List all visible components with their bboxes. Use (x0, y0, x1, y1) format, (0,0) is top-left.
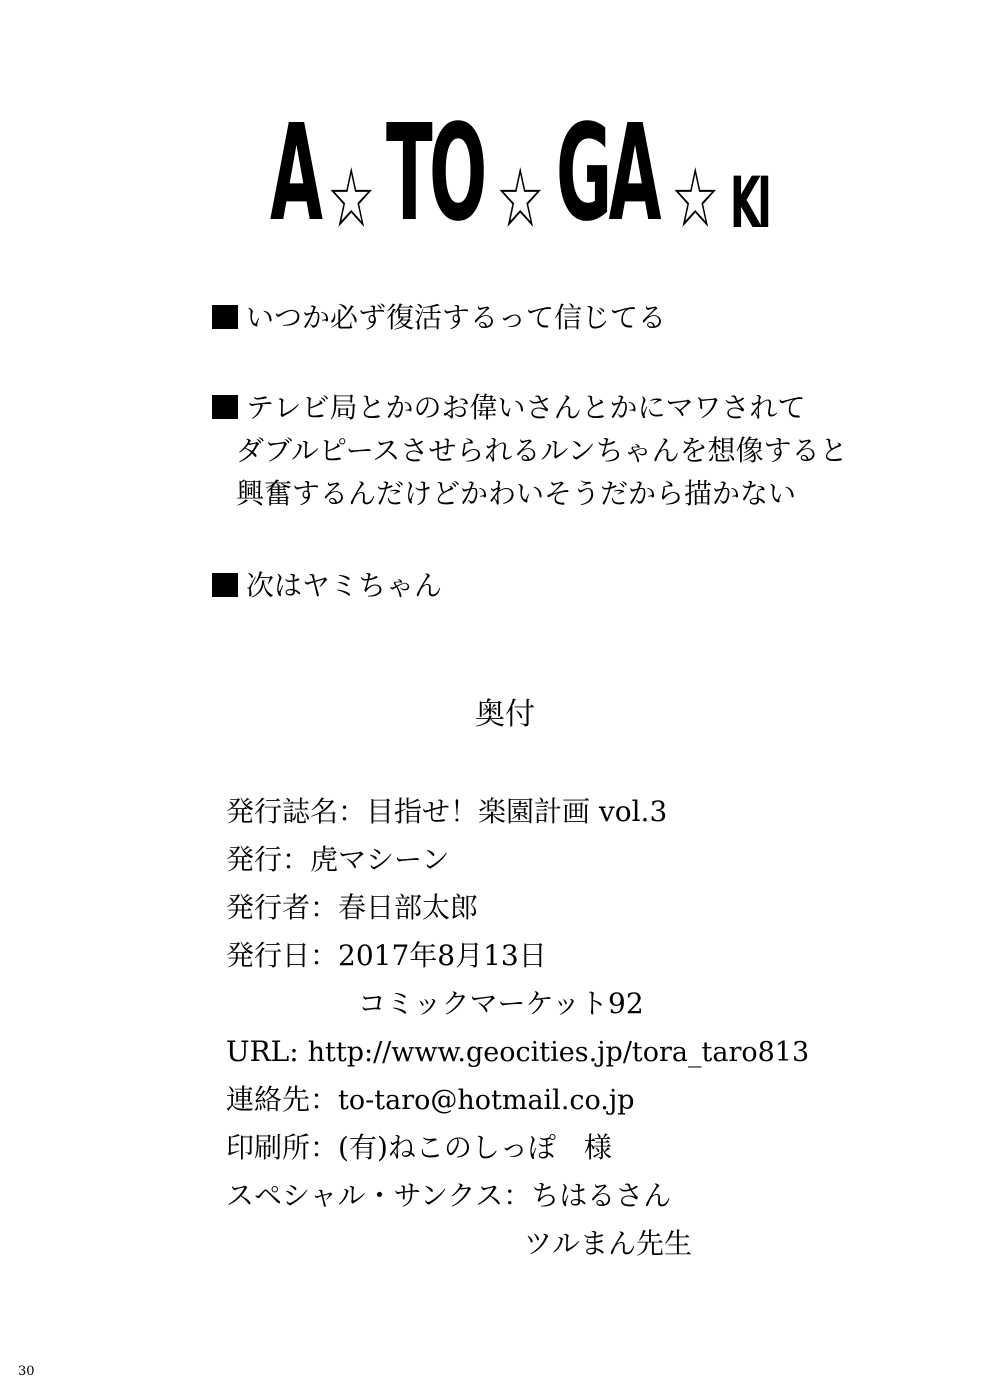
title-segment: GA (555, 94, 658, 251)
row-label: 発行誌名： (226, 795, 367, 828)
url-link[interactable]: http://www.geocities.jp/tora_taro813 (307, 1037, 810, 1068)
row-label: 発行者： (226, 891, 339, 924)
note-item (212, 386, 848, 515)
row-label: 連絡先： (226, 1083, 339, 1116)
title-segment: KI (730, 163, 769, 245)
colophon (226, 788, 809, 1268)
square-bullet-icon (212, 395, 238, 419)
colophon-row-thanks (226, 1172, 809, 1220)
note-line (212, 386, 848, 429)
email-link[interactable]: to-taro@hotmail.co.jp (338, 1085, 635, 1116)
row-label: スペシャル・サンクス： (226, 1179, 532, 1212)
colophon-row-publisher (226, 836, 809, 884)
note-item (212, 296, 666, 339)
note-line (212, 296, 666, 339)
row-value: ちはるさん (531, 1179, 672, 1212)
note-text: 興奮するんだけどかわいそうだから描かない (236, 477, 797, 510)
afterword-title (270, 94, 770, 251)
colophon-row-author (226, 884, 809, 932)
square-bullet-icon (212, 305, 238, 329)
colophon-row-url (226, 1028, 809, 1076)
square-bullet-icon (212, 573, 238, 597)
row-value: 目指せ！楽園計画 vol.3 (366, 795, 668, 828)
star-icon: ☆ (670, 150, 717, 247)
row-label: 印刷所： (226, 1131, 339, 1164)
colophon-row-thanks-cont: ツルまん先生 (524, 1227, 693, 1260)
star-icon: ☆ (496, 150, 542, 247)
row-label: URL: (226, 1035, 308, 1068)
colophon-heading: 奥付 (475, 697, 535, 732)
row-label: 発行日： (226, 939, 339, 972)
colophon-row-contact (226, 1076, 809, 1124)
row-value: 春日部太郎 (338, 891, 479, 924)
page-number: 30 (18, 1364, 35, 1379)
colophon-row-event: コミックマーケット92 (358, 987, 644, 1020)
note-text: 次はヤミちゃん (246, 569, 443, 602)
row-value: 2017年8月13日 (338, 939, 547, 972)
colophon-row-publication (226, 788, 809, 836)
note-item (212, 564, 442, 607)
title-segment: TO (386, 94, 484, 251)
colophon-row-printer (226, 1124, 809, 1172)
note-line (212, 564, 442, 607)
star-icon: ☆ (326, 150, 373, 247)
row-label: 発行： (226, 843, 311, 876)
colophon-row-date (226, 932, 809, 980)
row-value: 虎マシーン (310, 843, 450, 876)
row-value: (有)ねこのしっぽ 様 (338, 1131, 612, 1164)
title-segment: A (270, 94, 320, 251)
note-text: ダブルピースさせられるルンちゃんを想像すると (236, 434, 848, 467)
note-text: いつか必ず復活するって信じてる (246, 301, 667, 334)
note-text: テレビ局とかのお偉いさんとかにマワされて (246, 391, 806, 424)
